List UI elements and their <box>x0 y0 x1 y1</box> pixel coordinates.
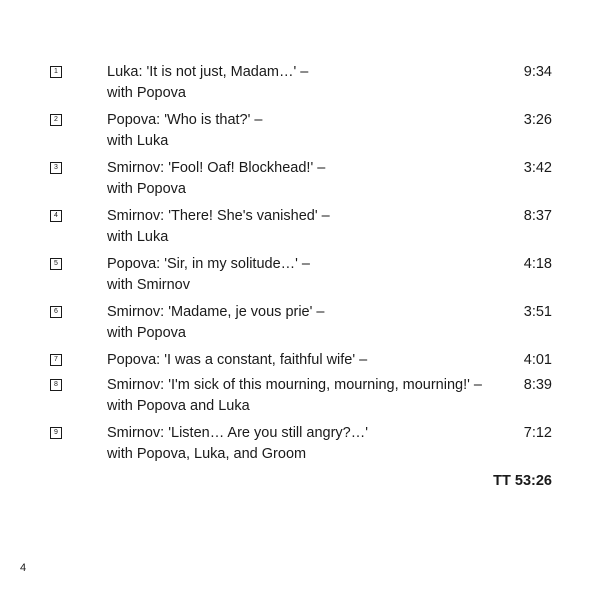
track-title: Popova: 'I was a constant, faithful wife' – <box>107 352 368 368</box>
track-text <box>107 62 502 104</box>
track-duration: 3:26 <box>523 112 552 128</box>
total-time: TT 53:26 <box>493 473 552 489</box>
track-title: Smirnov: 'Fool! Oaf! Blockhead!' – <box>107 160 326 176</box>
track-row <box>50 375 552 417</box>
track-title: Smirnov: 'I'm sick of this mourning, mourning, mourning!' – <box>107 377 482 393</box>
track-duration: 9:34 <box>523 64 552 80</box>
track-number-box: 6 <box>50 306 62 318</box>
track-row <box>50 110 552 152</box>
track-row <box>50 254 552 296</box>
track-title: Popova: 'Sir, in my solitude…' – <box>107 256 310 272</box>
track-duration: 7:12 <box>523 425 552 441</box>
track-duration: 8:39 <box>523 377 552 393</box>
track-title: Smirnov: 'There! She's vanished' – <box>107 208 330 224</box>
track-performers: with Popova <box>107 181 186 197</box>
track-text <box>107 110 502 152</box>
track-number-box: 5 <box>50 258 62 270</box>
track-number-box: 7 <box>50 354 62 366</box>
track-duration: 3:51 <box>523 304 552 320</box>
track-text <box>107 350 502 371</box>
track-title: Luka: 'It is not just, Madam…' – <box>107 64 309 80</box>
track-text <box>107 206 502 248</box>
track-row <box>50 350 552 371</box>
track-performers: with Smirnov <box>107 277 190 293</box>
page-number: 4 <box>20 562 27 574</box>
track-performers: with Popova <box>107 325 186 341</box>
track-number-box: 2 <box>50 114 62 126</box>
track-text <box>107 158 502 200</box>
track-performers: with Luka <box>107 229 169 245</box>
track-list <box>50 62 552 492</box>
track-duration: 4:18 <box>523 256 552 272</box>
track-performers: with Luka <box>107 133 169 149</box>
track-row <box>50 62 552 104</box>
track-row <box>50 158 552 200</box>
track-number-box: 4 <box>50 210 62 222</box>
track-duration: 8:37 <box>523 208 552 224</box>
track-title: Popova: 'Who is that?' – <box>107 112 263 128</box>
track-performers: with Popova and Luka <box>107 398 250 414</box>
track-row <box>50 302 552 344</box>
track-title: Smirnov: 'Listen… Are you still angry?…' <box>107 425 368 441</box>
track-duration: 4:01 <box>523 352 552 368</box>
track-performers: with Popova <box>107 85 186 101</box>
track-row <box>50 206 552 248</box>
track-text <box>107 254 502 296</box>
track-number-box: 1 <box>50 66 62 78</box>
track-row <box>50 423 552 465</box>
track-duration: 3:42 <box>523 160 552 176</box>
track-number-box: 8 <box>50 379 62 391</box>
track-text <box>107 302 502 344</box>
track-text <box>107 375 502 417</box>
track-number-box: 9 <box>50 427 62 439</box>
track-performers: with Popova, Luka, and Groom <box>107 446 307 462</box>
track-number-box: 3 <box>50 162 62 174</box>
track-title: Smirnov: 'Madame, je vous prie' – <box>107 304 325 320</box>
track-text <box>107 423 502 465</box>
